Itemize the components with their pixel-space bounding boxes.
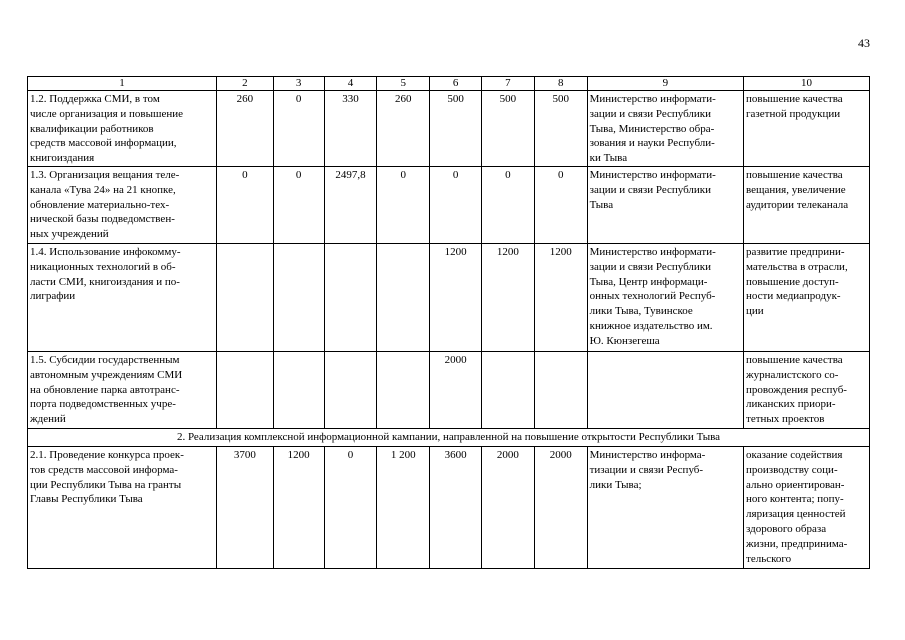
table-row <box>28 351 870 428</box>
value-cell <box>377 351 430 428</box>
result-cell: оказание содействия производству соци- ально ориентирован- ного контента; попу- ляризация ценностей здорового образа жизни, предпринима- тельского <box>744 446 870 568</box>
header-cell: 3 <box>273 77 324 91</box>
executor-cell: Министерство информати- зации и связи Республики Тыва, Центр информаци- онных технологий Респуб- лики Тыва, Тувинское книжное издательство им. Ю. Кюнзегеша <box>587 243 743 351</box>
value-cell: 0 <box>273 91 324 167</box>
value-cell: 2000 <box>481 446 534 568</box>
value-cell <box>534 351 587 428</box>
header-cell: 5 <box>377 77 430 91</box>
value-cell <box>216 351 273 428</box>
value-cell <box>273 243 324 351</box>
value-cell: 3600 <box>430 446 482 568</box>
table-row <box>28 91 870 167</box>
value-cell <box>216 243 273 351</box>
value-cell: 0 <box>481 166 534 243</box>
value-cell: 260 <box>377 91 430 167</box>
value-cell: 330 <box>324 91 377 167</box>
value-cell <box>273 351 324 428</box>
value-cell: 3700 <box>216 446 273 568</box>
value-cell: 0 <box>273 166 324 243</box>
value-cell: 1200 <box>481 243 534 351</box>
value-cell: 0 <box>377 166 430 243</box>
value-cell <box>324 243 377 351</box>
value-cell: 500 <box>481 91 534 167</box>
section-title: 2. Реализация комплексной информационной кампании, направленной на повышение открытости Республики Тыва <box>28 428 870 446</box>
executor-cell: Министерство информати- зации и связи Республики Тыва <box>587 166 743 243</box>
header-cell: 10 <box>744 77 870 91</box>
value-cell: 500 <box>534 91 587 167</box>
executor-cell <box>587 351 743 428</box>
value-cell: 1200 <box>273 446 324 568</box>
value-cell: 260 <box>216 91 273 167</box>
page-number: 43 <box>858 36 870 50</box>
value-cell <box>481 351 534 428</box>
value-cell <box>324 351 377 428</box>
value-cell: 0 <box>430 166 482 243</box>
value-cell: 500 <box>430 91 482 167</box>
value-cell: 2000 <box>430 351 482 428</box>
activity-cell: 1.5. Субсидии государственным автономным учреждениям СМИ на обновление парка автотранс- порта подведомственных учре- ждений <box>28 351 217 428</box>
activity-cell: 1.2. Поддержка СМИ, в том числе организация и повышение квалификации работников средств массовой информации, книгоиздания <box>28 91 217 167</box>
header-cell: 2 <box>216 77 273 91</box>
header-cell: 7 <box>481 77 534 91</box>
table-row <box>28 446 870 568</box>
activity-cell: 1.4. Использование инфокомму- никационных технологий в об- ласти СМИ, книгоиздания и по- лиграфии <box>28 243 217 351</box>
header-cell: 8 <box>534 77 587 91</box>
value-cell: 0 <box>216 166 273 243</box>
value-cell: 1200 <box>430 243 482 351</box>
result-cell: повышение качества вещания, увеличение аудитории телеканала <box>744 166 870 243</box>
header-row <box>28 77 870 91</box>
header-cell: 9 <box>587 77 743 91</box>
executor-cell: Министерство информати- зации и связи Республики Тыва, Министерство обра- зования и науки Республи- ки Тыва <box>587 91 743 167</box>
table-row <box>28 166 870 243</box>
program-table <box>27 76 870 569</box>
table-row <box>28 243 870 351</box>
header-cell: 1 <box>28 77 217 91</box>
activity-cell: 1.3. Организация вещания теле- канала «Тува 24» на 21 кнопке, обновление материально-тех- нической базы подведомствен- ных учреждений <box>28 166 217 243</box>
result-cell: развитие предприни- мательства в отрасли, повышение доступ- ности медиапродук- ции <box>744 243 870 351</box>
header-cell: 4 <box>324 77 377 91</box>
result-cell: повышение качества журналистского со- провождения респуб- ликанских приори- тетных проектов <box>744 351 870 428</box>
result-cell: повышение качества газетной продукции <box>744 91 870 167</box>
value-cell: 1 200 <box>377 446 430 568</box>
activity-cell: 2.1. Проведение конкурса проек- тов средств массовой информа- ции Республики Тыва на гранты Главы Республики Тыва <box>28 446 217 568</box>
value-cell: 0 <box>324 446 377 568</box>
value-cell: 1200 <box>534 243 587 351</box>
executor-cell: Министерство информа- тизации и связи Респуб- лики Тыва; <box>587 446 743 568</box>
value-cell: 2497,8 <box>324 166 377 243</box>
value-cell: 0 <box>534 166 587 243</box>
value-cell <box>377 243 430 351</box>
value-cell: 2000 <box>534 446 587 568</box>
header-cell: 6 <box>430 77 482 91</box>
section-row <box>28 428 870 446</box>
